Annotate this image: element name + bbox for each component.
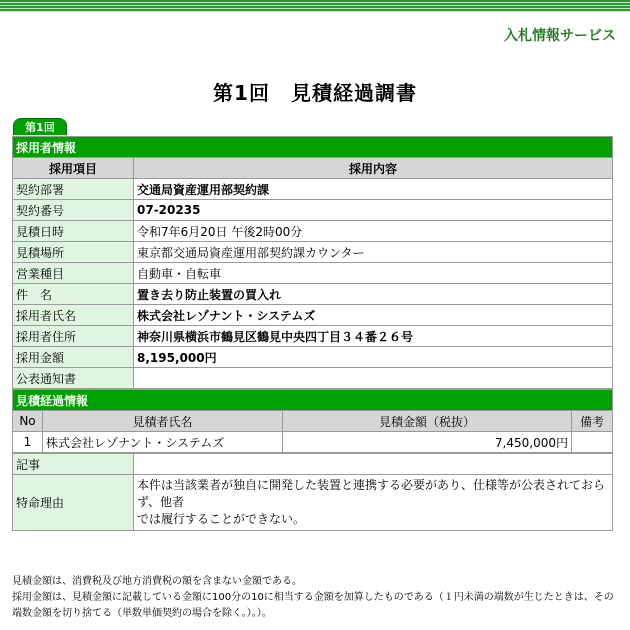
reason-label: 特命理由 — [13, 475, 134, 531]
row-label: 契約番号 — [13, 200, 134, 221]
table-row — [13, 221, 613, 242]
adopter-name-value: 株式会社レゾナント・システムズ — [134, 305, 613, 326]
row-label: 採用者住所 — [13, 326, 134, 347]
contract-number-value: 07-20235 — [134, 200, 613, 221]
tab-round-1[interactable]: 第1回 — [13, 118, 67, 135]
table-row — [13, 242, 613, 263]
public-notice-value — [134, 368, 613, 389]
row-no: 1 — [13, 432, 43, 453]
row-label: 見積日時 — [13, 221, 134, 242]
col-header-name: 見積者氏名 — [43, 411, 283, 432]
table-row — [13, 326, 613, 347]
col-header-remarks: 備考 — [572, 411, 613, 432]
adopter-address-value: 神奈川県横浜市鶴見区鶴見中央四丁目３４番２６号 — [134, 326, 613, 347]
note-label: 記事 — [13, 454, 134, 475]
col-header-amount: 見積金額（税抜） — [283, 411, 572, 432]
row-label: 営業種目 — [13, 263, 134, 284]
row-label: 採用金額 — [13, 347, 134, 368]
table-row — [13, 432, 613, 453]
notes-table — [12, 453, 613, 531]
row-label: 件 名 — [13, 284, 134, 305]
top-stripe — [0, 0, 630, 12]
business-type-value: 自動車・自転車 — [134, 263, 613, 284]
table-row — [13, 368, 613, 389]
estimate-datetime-value: 令和7年6月20日 午後2時00分 — [134, 221, 613, 242]
estimator-name: 株式会社レゾナント・システムズ — [43, 432, 283, 453]
estimate-amount: 7,450,000円 — [283, 432, 572, 453]
remarks — [572, 432, 613, 453]
col-header-content: 採用内容 — [134, 158, 613, 179]
table-row — [13, 347, 613, 368]
reason-line-1: 本件は当該業者が独自に開発した装置と連携する必要があり、仕様等が公表されておらず、他者 — [137, 478, 606, 509]
row-label: 採用者氏名 — [13, 305, 134, 326]
footnote-2: 採用金額は、見積金額に記載している金額に100分の10に相当する金額を加算したものである（１円未満の端数が生じたときは、その端数金額を切り捨てる（単数単価契約の場合を除く。）。）。 — [12, 592, 614, 619]
content-area — [12, 136, 612, 531]
row-label: 公表通知書 — [13, 368, 134, 389]
table-row — [13, 475, 613, 531]
col-header-no: No — [13, 411, 43, 432]
page-title: 第1回 見積経過調書 — [213, 81, 417, 105]
footnotes — [12, 574, 617, 622]
reason-value — [134, 475, 613, 531]
service-link[interactable]: 入札情報サービス — [504, 28, 616, 44]
table-row — [13, 454, 613, 475]
table-row — [13, 284, 613, 305]
footnote-1: 見積金額は、消費税及び地方消費税の額を含まない金額である。 — [12, 576, 302, 587]
estimate-table — [12, 389, 613, 453]
table-row — [13, 263, 613, 284]
adopter-section-header: 採用者情報 — [13, 137, 613, 158]
reason-line-2: では履行することができない。 — [137, 512, 306, 526]
adopter-table — [12, 136, 613, 389]
table-row — [13, 200, 613, 221]
estimate-place-value: 東京都交通局資産運用部契約課カウンター — [134, 242, 613, 263]
row-label: 見積場所 — [13, 242, 134, 263]
adopted-amount-value: 8,195,000円 — [134, 347, 613, 368]
table-row — [13, 305, 613, 326]
col-header-item: 採用項目 — [13, 158, 134, 179]
note-value — [134, 454, 613, 475]
contract-dept-value: 交通局資産運用部契約課 — [134, 179, 613, 200]
subject-value: 置き去り防止装置の買入れ — [134, 284, 613, 305]
row-label: 契約部署 — [13, 179, 134, 200]
estimate-section-header: 見積経過情報 — [13, 390, 613, 411]
table-row — [13, 179, 613, 200]
